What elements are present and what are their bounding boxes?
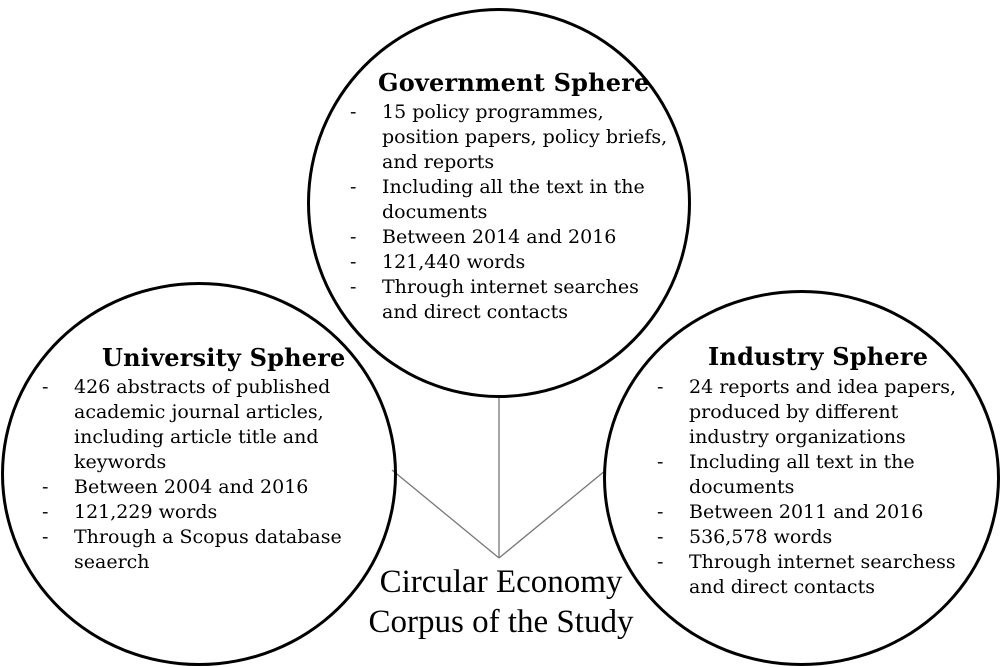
list-item: - 15 policy programmes, position papers, policy briefs, and reports: [346, 100, 668, 175]
list-item: - 536,578 words: [653, 525, 971, 550]
list-item: - Between 2004 and 2016: [38, 475, 348, 500]
corpus-label-line1: Circular Economy: [379, 564, 623, 600]
list-item: - Between 2014 and 2016: [346, 225, 668, 250]
corpus-label: [336, 562, 666, 642]
university-sphere-title: University Sphere: [102, 343, 346, 372]
list-item: - Including all the text in the documents: [346, 175, 668, 225]
university-sphere-list: [38, 375, 348, 575]
industry-sphere-list: [653, 375, 971, 600]
list-item: - Through internet searchess and direct contacts: [653, 550, 971, 600]
list-item: - 24 reports and idea papers, produced by different industry organizations: [653, 375, 971, 450]
industry-sphere-title: Industry Sphere: [708, 342, 929, 371]
list-item: - 426 abstracts of published academic journal articles, including article title and keywords: [38, 375, 348, 475]
list-item: - Through internet searches and direct contacts: [346, 275, 668, 325]
list-item: - 121,440 words: [346, 250, 668, 275]
connector-university: [392, 470, 499, 558]
government-sphere-list: [346, 100, 668, 325]
list-item: - Between 2011 and 2016: [653, 500, 971, 525]
list-item: - Through a Scopus database seaerch: [38, 525, 348, 575]
corpus-label-line2: Corpus of the Study: [368, 604, 634, 640]
list-item: - Including all text in the documents: [653, 450, 971, 500]
government-sphere-title: Government Sphere: [378, 68, 650, 97]
list-item: - 121,229 words: [38, 500, 348, 525]
connector-industry: [499, 470, 606, 558]
